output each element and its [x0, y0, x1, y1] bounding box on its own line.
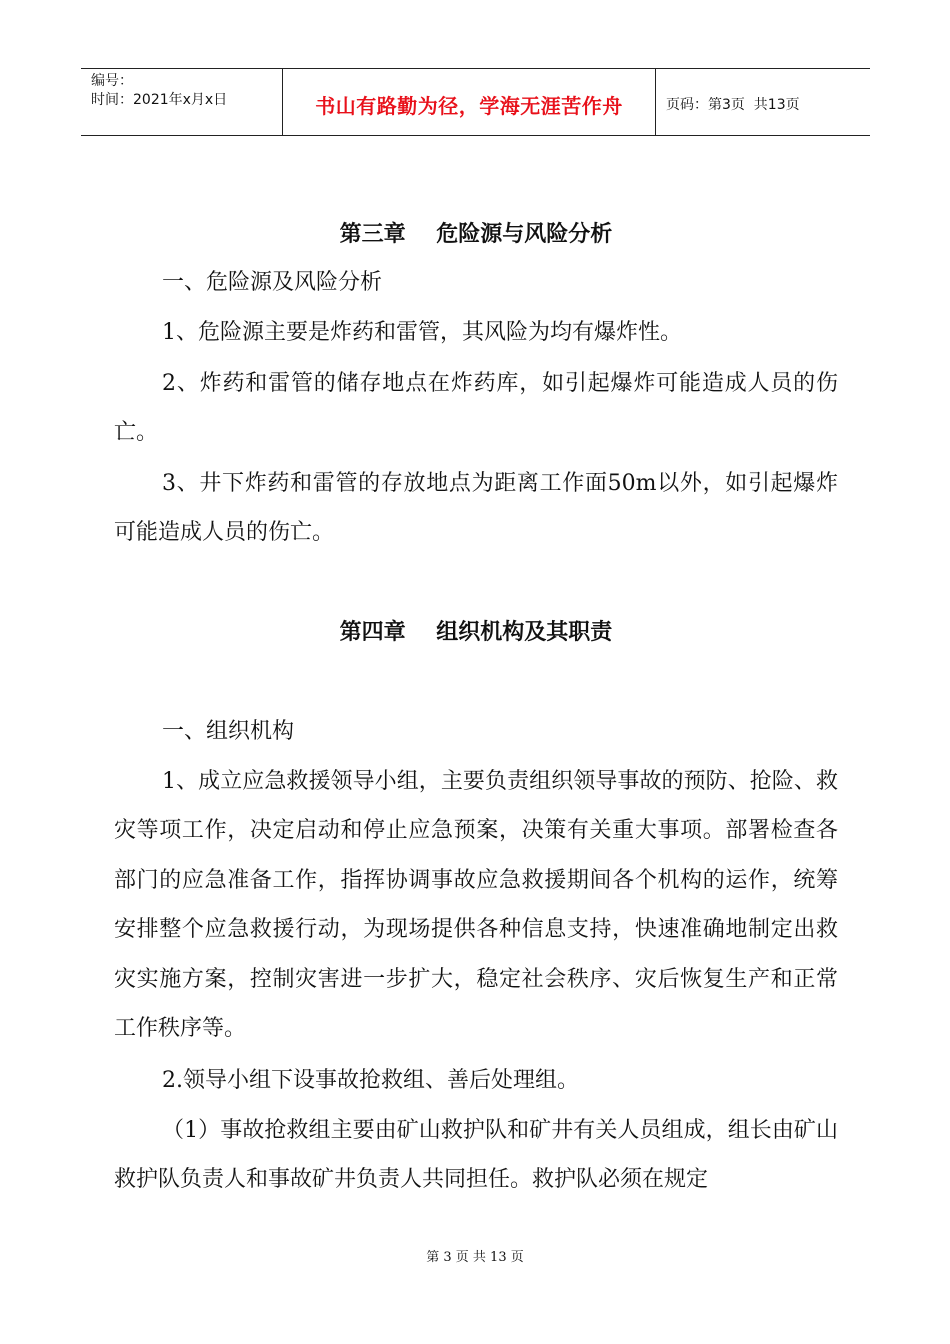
page-footer: 第 3 页 共 13 页	[426, 1250, 524, 1265]
chapter4-paragraph-2: 2.领导小组下设事故抢救组、善后处理组。	[162, 1068, 579, 1093]
header-motto: 书山有路勤为径，学海无涯苦作舟	[283, 69, 656, 135]
chapter3-title: 第三章 危险源与风险分析	[339, 222, 613, 247]
chapter3-section1-heading: 一、危险源及风险分析	[162, 270, 383, 295]
header-page-info: 页码：第3页 共13页	[666, 97, 800, 113]
chapter3-paragraph-1: 1、危险源主要是炸药和雷管，其风险为均有爆炸性。	[162, 320, 682, 345]
header-page-cell	[656, 69, 870, 135]
header-meta-cell	[81, 69, 283, 135]
header-number-label: 编号：	[91, 73, 133, 89]
header-time-label: 时间：2021年x月x日	[91, 92, 228, 108]
chapter3-paragraph-2: 2、炸药和雷管的储存地点在炸药库，如引起爆炸可能造成人员的伤亡。	[114, 371, 838, 446]
chapter4-paragraph-3: （1）事故抢救组主要由矿山救护队和矿井有关人员组成，组长由矿山救护队负责人和事故矿井负责人共同担任。救护队必须在规定	[114, 1118, 838, 1193]
chapter4-title: 第四章 组织机构及其职责	[339, 620, 613, 645]
chapter3-paragraph-3: 3、井下炸药和雷管的存放地点为距离工作面50m以外，如引起爆炸可能造成人员的伤亡。	[114, 471, 838, 546]
chapter4-section1-heading: 一、组织机构	[162, 719, 295, 744]
chapter4-paragraph-1: 1、成立应急救援领导小组，主要负责组织领导事故的预防、抢险、救灾等项工作，决定启动和停止应急预案，决策有关重大事项。部署检查各部门的应急准备工作，指挥协调事故应急救援期间各个机构的运作，统筹安排整个应急救援行动，为现场提供各种信息支持，快速准确地制定出救灾实施方案，控制灾害进一步扩大，稳定社会秩序、灾后恢复生产和正常工作秩序等。	[114, 769, 838, 1042]
document-header	[81, 68, 870, 136]
